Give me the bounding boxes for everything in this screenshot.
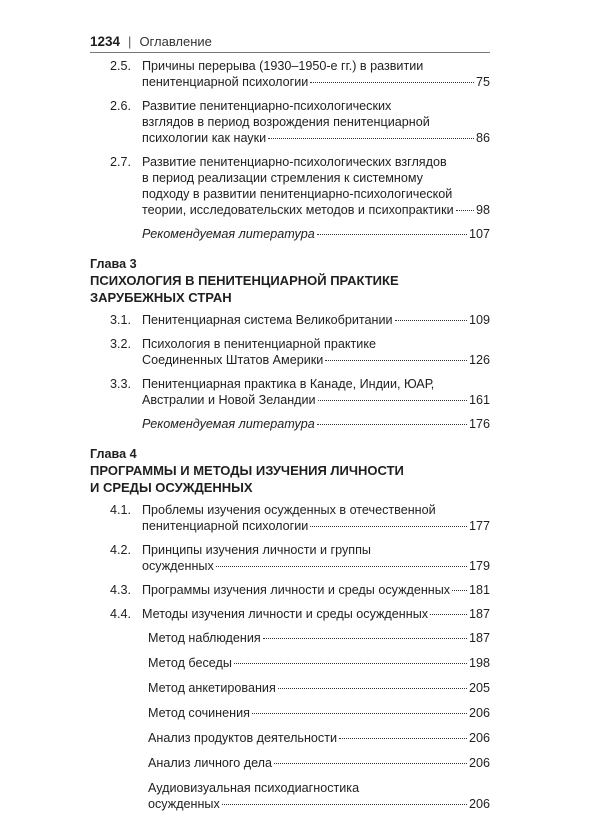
dot-leader <box>318 400 467 401</box>
running-head <box>90 34 490 49</box>
chapter-3-heading-line: ЗАРУБЕЖНЫХ СТРАН <box>90 290 232 305</box>
entry-title: Анализ личного дела <box>148 756 273 770</box>
page-ref: 126 <box>468 353 490 367</box>
toc-entry <box>90 98 490 146</box>
entry-title: Метод сочинения <box>148 706 250 720</box>
entry-line <box>142 312 490 328</box>
toc-entry <box>90 542 490 574</box>
page-ref: 206 <box>468 706 490 720</box>
page-ref: 86 <box>475 131 490 145</box>
entry-line <box>142 226 490 242</box>
entry-line <box>148 680 490 696</box>
dot-leader <box>310 82 474 83</box>
entry-line <box>142 98 490 114</box>
toc-entry <box>90 336 490 368</box>
entry-line <box>142 74 490 90</box>
entry-title: Принципы изучения личности и группы <box>142 543 371 557</box>
section-number: 3.1. <box>110 313 132 327</box>
entry-title: психологии как науки <box>142 131 267 145</box>
page-ref: 179 <box>468 559 490 573</box>
page-ref: 75 <box>475 75 490 89</box>
entry-title: Причины перерыва (1930–1950-е гг.) в развитии <box>142 59 424 73</box>
dot-leader <box>430 614 467 615</box>
entry-line <box>142 376 490 392</box>
section-number: 2.6. <box>110 99 132 113</box>
toc-entry <box>90 58 490 90</box>
entry-title: Аудиовизуальная психодиагностика <box>148 781 360 795</box>
entry-title: Рекомендуемая литература <box>142 227 315 241</box>
entry-title: Пенитенциарная практика в Канаде, Индии, ЮАР, <box>142 377 435 391</box>
chapter-3-heading-line: ПСИХОЛОГИЯ В ПЕНИТЕНЦИАРНОЙ ПРАКТИКЕ <box>90 273 399 288</box>
entry-title: Австралии и Новой Зеландии <box>142 393 316 407</box>
entry-line <box>142 502 490 518</box>
entry-line <box>148 780 490 796</box>
entry-title: Метод наблюдения <box>148 631 261 645</box>
section-number: 2.7. <box>110 155 132 169</box>
toc-entry <box>90 154 490 218</box>
toc-entry <box>90 655 490 671</box>
entry-line <box>142 558 490 574</box>
section-number: 4.3. <box>110 583 132 597</box>
dot-leader <box>278 688 467 689</box>
dot-leader <box>234 663 467 664</box>
section-number: 4.1. <box>110 503 132 517</box>
entry-line <box>142 170 490 186</box>
page-ref: 206 <box>468 797 490 811</box>
toc-entry <box>90 416 490 432</box>
toc-entry <box>90 376 490 408</box>
toc-entry <box>90 730 490 746</box>
entry-title: Метод анкетирования <box>148 681 276 695</box>
entry-line <box>148 755 490 771</box>
entry-title: пенитенциарной психологии <box>142 75 309 89</box>
chapter-3-header <box>90 256 490 306</box>
page-ref: 109 <box>468 313 490 327</box>
entry-title: в период реализации стремления к системному <box>142 171 423 185</box>
page-ref: 161 <box>468 393 490 407</box>
entry-title: теории, исследовательских методов и психопрактики <box>142 203 454 217</box>
toc-chapter-3 <box>90 312 490 432</box>
entry-line <box>142 154 490 170</box>
toc-content <box>90 58 490 821</box>
chapter-3-label: Глава 3 <box>90 257 137 271</box>
toc-entry <box>90 755 490 771</box>
dot-leader <box>339 738 467 739</box>
dot-leader <box>274 763 467 764</box>
entry-line <box>142 58 490 74</box>
dot-leader <box>317 424 467 425</box>
toc-entry <box>90 226 490 242</box>
entry-line <box>142 518 490 534</box>
entry-title: Развитие пенитенциарно-психологических <box>142 99 392 113</box>
page-ref: 198 <box>468 656 490 670</box>
page-ref: 98 <box>475 203 490 217</box>
page-ref: 206 <box>468 731 490 745</box>
dot-leader <box>452 590 467 591</box>
chapter-4-header <box>90 446 490 496</box>
entry-line <box>142 186 490 202</box>
entry-line <box>142 416 490 432</box>
entry-title: Рекомендуемая литература <box>142 417 315 431</box>
entry-title: осужденных <box>148 797 220 811</box>
toc-chapter-2-tail <box>90 58 490 242</box>
entry-title: подходу в развитии пенитенциарно-психологической <box>142 187 453 201</box>
entry-line <box>148 730 490 746</box>
entry-title: Соединенных Штатов Америки <box>142 353 324 367</box>
entry-line <box>142 582 490 598</box>
entry-title: Психология в пенитенциарной практике <box>142 337 376 351</box>
dot-leader <box>317 234 467 235</box>
toc-entry <box>90 606 490 622</box>
dot-leader <box>395 320 467 321</box>
page-ref: 176 <box>468 417 490 431</box>
dot-leader <box>216 566 467 567</box>
entry-line <box>142 202 490 218</box>
header-separator: | <box>128 34 132 49</box>
toc-entry <box>90 502 490 534</box>
dot-leader <box>310 526 467 527</box>
entry-title: Анализ продуктов деятельности <box>148 731 338 745</box>
entry-title: Развитие пенитенциарно-психологических взглядов <box>142 155 447 169</box>
page-ref: 187 <box>468 607 490 621</box>
section-number: 4.4. <box>110 607 132 621</box>
entry-title: Проблемы изучения осужденных в отечественной <box>142 503 436 517</box>
section-number: 3.3. <box>110 377 132 391</box>
chapter-4-heading-line: И СРЕДЫ ОСУЖДЕННЫХ <box>90 480 253 495</box>
page-ref: 181 <box>468 583 490 597</box>
entry-line <box>148 796 490 812</box>
entry-line <box>148 655 490 671</box>
entry-line <box>142 352 490 368</box>
section-number: 4.2. <box>110 543 132 557</box>
entry-line <box>142 606 490 622</box>
page-ref: 187 <box>468 631 490 645</box>
entry-title: Программы изучения личности и среды осужденных <box>142 583 451 597</box>
entry-title: взглядов в период возрождения пенитенциарной <box>142 115 430 129</box>
chapter-4-label: Глава 4 <box>90 447 137 461</box>
toc-entry <box>90 680 490 696</box>
chapter-4-heading-line: ПРОГРАММЫ И МЕТОДЫ ИЗУЧЕНИЯ ЛИЧНОСТИ <box>90 463 404 478</box>
page-number: 1234 <box>90 34 121 49</box>
entry-line <box>148 705 490 721</box>
dot-leader <box>456 210 474 211</box>
entry-title: Пенитенциарная система Великобритании <box>142 313 393 327</box>
entry-title: пенитенциарной психологии <box>142 519 309 533</box>
dot-leader <box>268 138 474 139</box>
entry-line <box>142 392 490 408</box>
toc-chapter-4 <box>90 502 490 622</box>
dot-leader <box>222 804 467 805</box>
header-rule <box>90 52 490 53</box>
page-ref: 205 <box>468 681 490 695</box>
page-ref: 206 <box>468 756 490 770</box>
entry-line <box>142 130 490 146</box>
entry-line <box>142 336 490 352</box>
page-ref: 107 <box>468 227 490 241</box>
entry-title: Методы изучения личности и среды осужденных <box>142 607 429 621</box>
toc-entry <box>90 705 490 721</box>
dot-leader <box>263 638 467 639</box>
dot-leader <box>325 360 467 361</box>
entry-title: осужденных <box>142 559 214 573</box>
entry-line <box>142 114 490 130</box>
toc-entry <box>90 780 490 812</box>
toc-chapter-4-subentries <box>90 630 490 812</box>
toc-entry <box>90 630 490 646</box>
dot-leader <box>252 713 467 714</box>
section-number: 2.5. <box>110 59 132 73</box>
toc-entry <box>90 312 490 328</box>
section-number: 3.2. <box>110 337 132 351</box>
entry-title: Метод беседы <box>148 656 232 670</box>
entry-line <box>142 542 490 558</box>
page-ref: 177 <box>468 519 490 533</box>
toc-entry <box>90 582 490 598</box>
running-title: Оглавление <box>139 34 212 49</box>
entry-line <box>148 630 490 646</box>
